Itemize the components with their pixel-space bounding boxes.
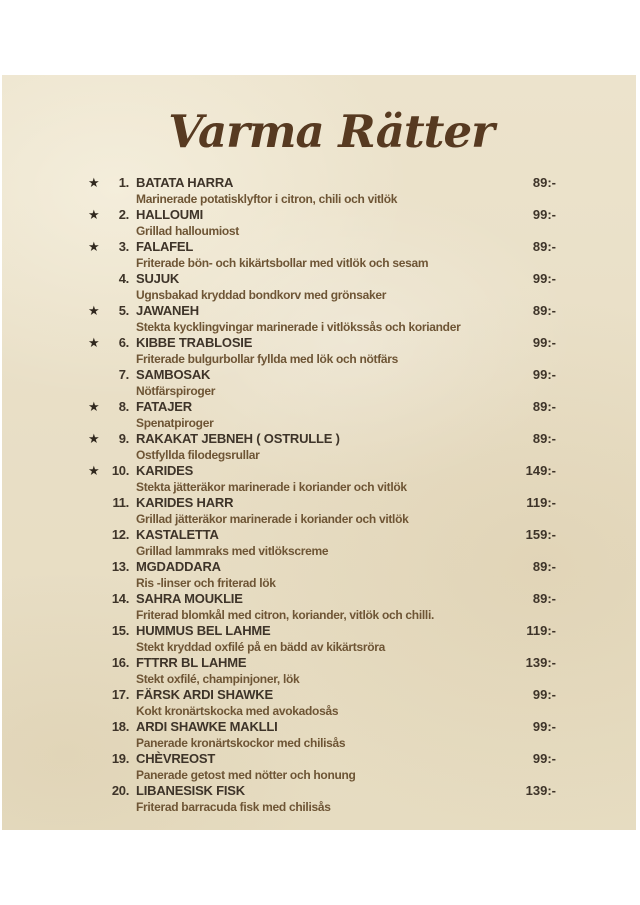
menu-item (88, 751, 556, 783)
item-name: KARIDES HARR (136, 495, 234, 510)
item-name: LIBANESISK FISK (136, 783, 245, 798)
item-name: RAKAKAT JEBNEH ( OSTRULLE ) (136, 431, 340, 446)
item-description: Grillad halloumiost (136, 224, 239, 238)
menu-item (88, 431, 556, 463)
item-name: MGDADDARA (136, 559, 221, 574)
star-icon: ★ (88, 207, 100, 222)
item-number: 5. (118, 303, 129, 318)
item-name: FÄRSK ARDI SHAWKE (136, 687, 273, 702)
item-description: Friterad barracuda fisk med chilisås (136, 800, 331, 814)
item-description: Friterade bön- och kikärtsbollar med vitlök och sesam (136, 256, 429, 270)
item-name: KIBBE TRABLOSIE (136, 335, 253, 350)
item-price: 89:- (532, 303, 556, 318)
menu-item (88, 463, 556, 495)
item-name: SUJUK (136, 271, 180, 286)
menu-item (88, 719, 556, 751)
item-name: KASTALETTA (136, 527, 219, 542)
menu-item (88, 655, 556, 687)
menu-item (88, 303, 556, 335)
item-description: Nötfärspiroger (136, 384, 216, 398)
item-number: 19. (111, 751, 129, 766)
item-number: 16. (111, 655, 129, 670)
item-description: Stekta kycklingvingar marinerade i vitlökssås och koriander (136, 320, 461, 334)
item-number: 12. (111, 527, 129, 542)
item-description: Stekt oxfilé, champinjoner, lök (136, 672, 300, 686)
menu-paper (2, 75, 636, 830)
item-number: 18. (111, 719, 129, 734)
item-description: Panerade getost med nötter och honung (136, 768, 356, 782)
page-title: Varma Rätter (168, 105, 494, 158)
star-icon: ★ (88, 239, 100, 254)
item-price: 139:- (525, 655, 556, 670)
menu-item (88, 623, 556, 655)
item-description: Stekt kryddad oxfilé på en bädd av kikärtsröra (136, 640, 385, 654)
item-price: 89:- (532, 559, 556, 574)
menu-item (88, 527, 556, 559)
item-name: SAMBOSAK (136, 367, 211, 382)
menu-item (88, 399, 556, 431)
item-price: 99:- (532, 719, 556, 734)
item-number: 3. (118, 239, 129, 254)
item-description: Ris -linser och friterad lök (136, 576, 276, 590)
star-icon: ★ (88, 175, 100, 190)
item-number: 14. (111, 591, 129, 606)
item-number: 17. (111, 687, 129, 702)
menu-item (88, 495, 556, 527)
item-name: FATAJER (136, 399, 192, 414)
item-name: JAWANEH (136, 303, 199, 318)
item-name: CHÈVREOST (136, 751, 216, 766)
item-price: 99:- (532, 367, 556, 382)
star-icon: ★ (88, 431, 100, 446)
item-number: 1. (118, 175, 129, 190)
item-name: FALAFEL (136, 239, 194, 254)
item-price: 99:- (532, 207, 556, 222)
item-description: Panerade kronärtskockor med chilisås (136, 736, 346, 750)
menu-item (88, 207, 556, 239)
item-name: ARDI SHAWKE MAKLLI (136, 719, 278, 734)
item-price: 99:- (532, 687, 556, 702)
item-number: 9. (118, 431, 129, 446)
menu-item (88, 591, 556, 623)
item-description: Ostfyllda filodegsrullar (136, 448, 260, 462)
item-description: Stekta jätteräkor marinerade i koriander och vitlök (136, 480, 407, 494)
star-icon: ★ (88, 303, 100, 318)
item-description: Friterade bulgurbollar fyllda med lök och nötfärs (136, 352, 399, 366)
item-number: 20. (111, 783, 129, 798)
item-name: HALLOUMI (136, 207, 203, 222)
item-description: Spenatpiroger (136, 416, 214, 430)
item-name: FTTRR BL LAHME (136, 655, 247, 670)
item-price: 89:- (532, 175, 556, 190)
menu-item (88, 367, 556, 399)
item-price: 159:- (525, 527, 556, 542)
item-description: Marinerade potatisklyftor i citron, chili och vitlök (136, 192, 398, 206)
item-price: 149:- (525, 463, 556, 478)
item-description: Ugnsbakad kryddad bondkorv med grönsaker (136, 288, 387, 302)
star-icon: ★ (88, 399, 100, 414)
item-price: 139:- (525, 783, 556, 798)
menu-item (88, 783, 556, 815)
item-price: 99:- (532, 751, 556, 766)
item-number: 2. (118, 207, 129, 222)
item-price: 99:- (532, 335, 556, 350)
item-price: 89:- (532, 591, 556, 606)
item-price: 89:- (532, 431, 556, 446)
menu-item (88, 239, 556, 271)
item-number: 8. (118, 399, 129, 414)
item-name: SAHRA MOUKLIE (136, 591, 243, 606)
item-number: 13. (111, 559, 129, 574)
item-name: KARIDES (136, 463, 194, 478)
menu-item (88, 175, 556, 207)
item-number: 10. (111, 463, 129, 478)
item-price: 119:- (526, 623, 556, 638)
menu-list (88, 175, 556, 815)
item-number: 15. (111, 623, 129, 638)
item-price: 119:- (526, 495, 556, 510)
item-price: 89:- (532, 239, 556, 254)
item-number: 4. (118, 271, 129, 286)
item-number: 7. (118, 367, 129, 382)
item-description: Kokt kronärtskocka med avokadosås (136, 704, 339, 718)
item-name: BATATA HARRA (136, 175, 234, 190)
item-number: 6. (118, 335, 129, 350)
item-price: 89:- (532, 399, 556, 414)
item-number: 11. (112, 495, 129, 510)
star-icon: ★ (88, 335, 100, 350)
item-price: 99:- (532, 271, 556, 286)
item-description: Grillad lammraks med vitlökscreme (136, 544, 329, 558)
menu-item (88, 687, 556, 719)
item-name: HUMMUS BEL LAHME (136, 623, 271, 638)
item-description: Friterad blomkål med citron, koriander, vitlök och chilli. (136, 608, 435, 622)
menu-item (88, 335, 556, 367)
menu-item (88, 271, 556, 303)
item-description: Grillad jätteräkor marinerade i koriander och vitlök (136, 512, 409, 526)
star-icon: ★ (88, 463, 100, 478)
menu-item (88, 559, 556, 591)
